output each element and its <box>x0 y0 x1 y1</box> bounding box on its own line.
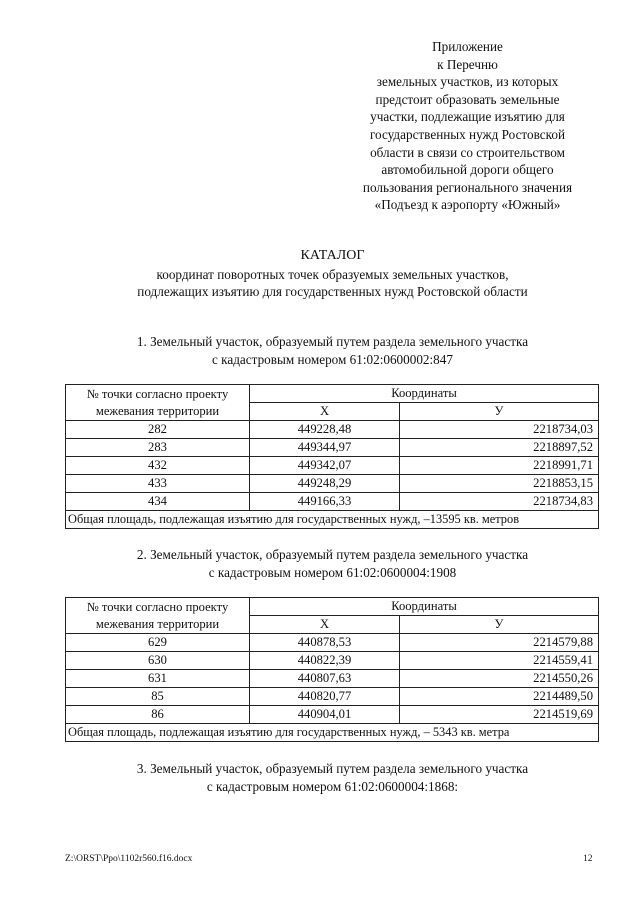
catalog-title-block <box>40 247 625 301</box>
footer-page-number: 12 <box>583 854 593 864</box>
point-cell: 283 <box>66 439 250 457</box>
x-column-header: X <box>250 403 400 421</box>
point-column-header <box>66 385 250 421</box>
section-heading-line2: с кадастровым номером 61:02:0600002:847 <box>212 351 453 367</box>
appendix-line: государственных нужд Ростовской <box>369 126 566 142</box>
table-row <box>66 457 599 475</box>
x-cell: 440807,63 <box>250 670 400 688</box>
y-cell: 2214519,69 <box>400 706 599 724</box>
appendix-line: земельных участков, из которых <box>376 74 559 90</box>
y-cell: 2218897,52 <box>400 439 599 457</box>
point-cell: 282 <box>66 421 250 439</box>
table-row <box>66 688 599 706</box>
section-1-coordinates-table <box>65 384 599 529</box>
y-cell: 2218734,03 <box>400 421 599 439</box>
table-row <box>66 634 599 652</box>
total-area-row <box>66 724 599 742</box>
x-cell: 440904,01 <box>250 706 400 724</box>
point-header-line2: межевания территории <box>95 616 220 631</box>
y-cell: 2214550,26 <box>400 670 599 688</box>
section-3-heading <box>40 760 625 795</box>
y-cell: 2214559,41 <box>400 652 599 670</box>
appendix-line: предстоит образовать земельные <box>375 91 560 107</box>
y-cell: 2214579,88 <box>400 634 599 652</box>
section-heading-line1: 3. Земельный участок, образуемый путем раздела земельного участка <box>136 761 529 776</box>
table-row <box>66 475 599 493</box>
section-1-heading <box>40 333 625 368</box>
y-cell: 2218734,83 <box>400 493 599 511</box>
section-heading-line2: с кадастровым номером 61:02:0600004:1868: <box>206 778 459 794</box>
catalog-subtitle-line2: подлежащих изъятию для государственных нужд Ростовской области <box>137 284 528 300</box>
point-cell: 433 <box>66 475 250 493</box>
point-cell: 432 <box>66 457 250 475</box>
point-cell: 434 <box>66 493 250 511</box>
catalog-subtitle-line1: координат поворотных точек образуемых земельных участков, <box>156 266 509 282</box>
total-area-row <box>66 511 599 529</box>
x-cell: 449166,33 <box>250 493 400 511</box>
appendix-note <box>330 38 605 214</box>
point-cell: 85 <box>66 688 250 706</box>
point-header-line1: № точки согласно проекту <box>86 599 229 614</box>
table-row <box>66 421 599 439</box>
y-cell: 2218853,15 <box>400 475 599 493</box>
y-column-header: У <box>400 616 599 634</box>
table-row <box>66 670 599 688</box>
x-cell: 440820,77 <box>250 688 400 706</box>
appendix-line: пользования регионального значения <box>362 179 573 195</box>
point-cell: 631 <box>66 670 250 688</box>
table-row <box>66 439 599 457</box>
x-column-header: X <box>250 616 400 634</box>
x-cell: 440822,39 <box>250 652 400 670</box>
coordinates-header: Координаты <box>250 385 599 403</box>
point-column-header <box>66 598 250 634</box>
footer-file-path: Z:\ORST\Ppo\1102r560.f16.docx <box>65 854 193 864</box>
coordinates-header: Координаты <box>250 598 599 616</box>
section-2-coordinates-table <box>65 597 599 742</box>
point-cell: 86 <box>66 706 250 724</box>
appendix-line: автомобильной дороги общего <box>381 162 554 178</box>
y-column-header: У <box>400 403 599 421</box>
table-row <box>66 652 599 670</box>
appendix-line: области в связи со строительством <box>370 144 565 160</box>
x-cell: 449248,29 <box>250 475 400 493</box>
y-cell: 2214489,50 <box>400 688 599 706</box>
appendix-line: участки, подлежащие изъятию для <box>370 109 565 125</box>
section-heading-line2: с кадастровым номером 61:02:0600004:1908 <box>208 564 457 580</box>
point-cell: 629 <box>66 634 250 652</box>
appendix-line: «Подъезд к аэропорту «Южный» <box>374 197 561 213</box>
section-2-heading <box>40 546 625 581</box>
appendix-line: к Перечню <box>437 56 498 72</box>
x-cell: 440878,53 <box>250 634 400 652</box>
catalog-title: КАТАЛОГ <box>300 248 365 263</box>
x-cell: 449344,97 <box>250 439 400 457</box>
x-cell: 449342,07 <box>250 457 400 475</box>
point-header-line1: № точки согласно проекту <box>86 386 229 401</box>
point-cell: 630 <box>66 652 250 670</box>
point-header-line2: межевания территории <box>95 403 220 418</box>
appendix-line: Приложение <box>432 39 503 54</box>
section-heading-line1: 1. Земельный участок, образуемый путем раздела земельного участка <box>136 334 529 349</box>
table-row <box>66 706 599 724</box>
total-area-text: Общая площадь, подлежащая изъятию для государственных нужд, – 5343 кв. метра <box>66 724 599 742</box>
section-heading-line1: 2. Земельный участок, образуемый путем раздела земельного участка <box>136 547 529 562</box>
total-area-text: Общая площадь, подлежащая изъятию для государственных нужд, –13595 кв. метров <box>66 511 599 529</box>
y-cell: 2218991,71 <box>400 457 599 475</box>
x-cell: 449228,48 <box>250 421 400 439</box>
table-row <box>66 493 599 511</box>
